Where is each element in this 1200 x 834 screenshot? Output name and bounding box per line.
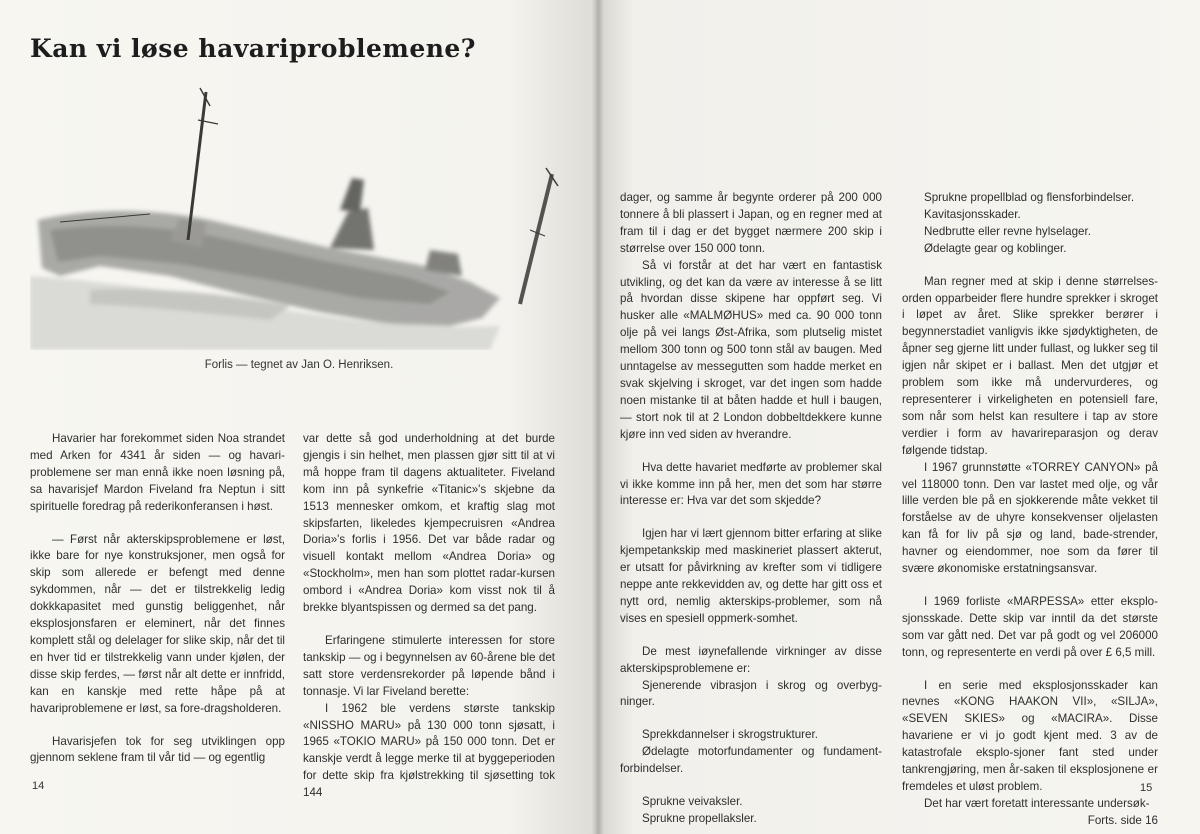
text-column-4 [902, 190, 1158, 830]
page-gutter [592, 0, 604, 834]
list-item: Nedbrutte eller revne hylselager. [924, 224, 1091, 238]
paragraph: I 1967 grunnstøtte «TORREY CANYON» på vel 118000 tonn. Den var lastet med olje, og vår lille verden ble på en sjokkerende måte vekket til forståelse av de uhyre konsekvenser oljelasten kan få for liv på sjø og land, bade-strender, havner og eiendommer, noe som da fører til svære økonomiske erstatningsansvar. [902, 460, 1158, 576]
list-item: Sprukne veivaksler. [642, 795, 743, 809]
paragraph: I 1969 forliste «MARPESSA» etter eksplo-sjonsskade. Dette skip var inntil da det største som var gått ned. Det var på godt og vel 206000 tonn, og representerte en verdi på over £ 6,5 mill. [902, 594, 1158, 659]
illustration-caption: Forlis — tegnet av Jan O. Henriksen. [204, 359, 394, 371]
list-item: Ødelagte gear og koblinger. [924, 241, 1067, 255]
paragraph: Så vi forstår at det har vært en fantastisk utvikling, og det kan da være av interesse å se litt på hvordan disse skipene har oppført seg. Vi husker alle «MALMØHUS» med ca. 90 000 tonn olje på vei langs Øst-Afrika, som plutselig mistet mellom 300 tonn og 500 tonn stål av baugen. Med unntagelse av messegutten som hadde merket en svak skjelving i skroget, var det ingen som hadde noen mistanke til at båten hadde et hull i baugen, — stort nok til at 2 London dobbeltdekkere kunne kjøre inn ved siden av hverandre. [620, 258, 882, 441]
paragraph: Havarisjefen tok for seg utviklingen opp gjennom seklene fram til vår tid — og egentlig [30, 734, 285, 765]
text-column-1 [30, 431, 285, 767]
paragraph: Igjen har vi lært gjennom bitter erfaring at slike kjempetankskip med maskineriet plassert akterut, er utsatt for påvirkning av krefter som vi tidligere neppe ante rekkevidden av, og dette har gitt oss et nytt ord, nemlig akterskips-problemer, som nå vises en spesiell oppmerk-somhet. [620, 527, 882, 625]
page-number-right: 15 [1140, 782, 1153, 794]
paragraph: Det har vært foretatt interessante undersøk- [924, 796, 1150, 810]
paragraph: dager, og samme år begynte orderer på 200 000 tonnere å bli plassert i Japan, og en regner med at fram til i dag er det bygget nærmere 200 skip i størrelse over 150 000 tonn. [620, 191, 882, 255]
left-page [0, 0, 598, 834]
page-number-left: 14 [32, 780, 45, 792]
list-item: Sjenerende vibrasjon i skrog og overbyg-ninger. [620, 678, 882, 709]
paragraph: Man regner med at skip i denne størrelses-orden opparbeider flere hundre sprekker i skroget i løpet av året. Slike sprekker berører i begynnerstadiet vanligvis ikke sjødyktigheten, de åpner seg gjerne litt under fullast, og lukker seg til igjen når skipet er i ballast. Men det utgjør et problem som ikke må undervurderes, og representerer i virkeligheten en potensiell fare, som når som helst kan resultere i tap av store verdier i form av havarireparasjon og derav følgende tidstap. [902, 274, 1158, 457]
text-column-3 [620, 190, 882, 828]
paragraph: I en serie med eksplosjonsskader kan nevnes «KONG HAAKON VII», «SILJA», «SEVEN SKIES» og «MACIRA». Disse havariene er vi jo godt kjent med. 3 av de katastrofale eksplo-sjoner fant sted under tankrengjøring, men år-saken til eksplosjonene er fremdeles et uløst problem. [902, 678, 1158, 793]
paragraph: — Først når akterskipsproblemene er løst, ikke bare for nye konstruksjoner, men også for skip som allerede er befengt med denne sykdommen, når — det er tilstrekkelig ledig dokkkapasitet med gunstig beliggenhet, når eksplosjonsfaren er eleminert, når det finnes komplett stål og delelager for slike skip, når det til en hver tid er tilstrekkelig vann under kjølen, der disse skip ferdes, — først når alt dette er innfridd, kan en kanskje med rette håpe på at havariproblemene er løst, sa fore-dragsholderen. [30, 532, 285, 715]
paragraph: De mest iøynefallende virkninger av disse akterskipsproblemene er: [620, 644, 882, 675]
ship-wreck-drawing-icon [30, 80, 590, 350]
continued-note: Forts. side 16 [1087, 813, 1158, 827]
list-item: Ødelagte motorfundamenter og fundament-forbindelser. [620, 745, 882, 776]
paragraph: Erfaringene stimulerte interessen for store tankskip — og i begynnelsen av 60-årene ble det satt store verdensrekorder på løpende bånd i tonnasje. Vi lar Fiveland berette: [303, 633, 555, 698]
article-title: Kan vi løse havariproblemene? [30, 34, 476, 63]
list-item: Kavitasjonsskader. [924, 207, 1021, 221]
text-column-2 [303, 431, 555, 802]
paragraph: Havarier har forekommet siden Noa strandet med Arken for 4341 år siden — og havari-problemene ser man ennå ikke noen løsning på, sa havarisjef Mardon Fiveland fra Neptun i sitt spirituelle foredrag på rederikonferansen i høst. [30, 432, 285, 513]
list-item: Sprukne propellblad og flensforbindelser. [924, 191, 1135, 204]
list-item: Sprekkdannelser i skrogstrukturer. [642, 728, 818, 742]
list-item: Sprukne propellaksler. [642, 812, 757, 825]
paragraph: Hva dette havariet medførte av problemer skal vi ikke komme inn på her, men det som har større interesse er: Hva var det som skjedde? [620, 460, 882, 508]
paragraph: I 1962 ble verdens største tankskip «NISSHO MARU» på 130 000 tonn sjøsatt, i 1965 «TOKIO MARU» på 150 000 tonn. Det er kanskje verdt å legge merke til at byggeperioden for dette skip fra kjølstrekking til sjøsetting tok 144 [303, 701, 555, 800]
paragraph: var dette så god underholdning at det burde gjengis i sin helhet, men plassen gjør sitt til at vi må hoppe fram til dagens aktualiteter. Fiveland kom inn på synkefrie «Titanic»'s skjebne da 1513 mennesker omkom, et kraftig slag mot skipsfarten, likeledes kjempecruisren «Andrea Doria»'s forlis i 1956. Det var både radar og visuell kontakt mellom «Andrea Doria» og «Stockholm», men han som plottet radar-kursen ombord i «Andrea Doria» kom visst nok til å brekke blyantspissen og dermed sa det pang. [303, 432, 555, 615]
